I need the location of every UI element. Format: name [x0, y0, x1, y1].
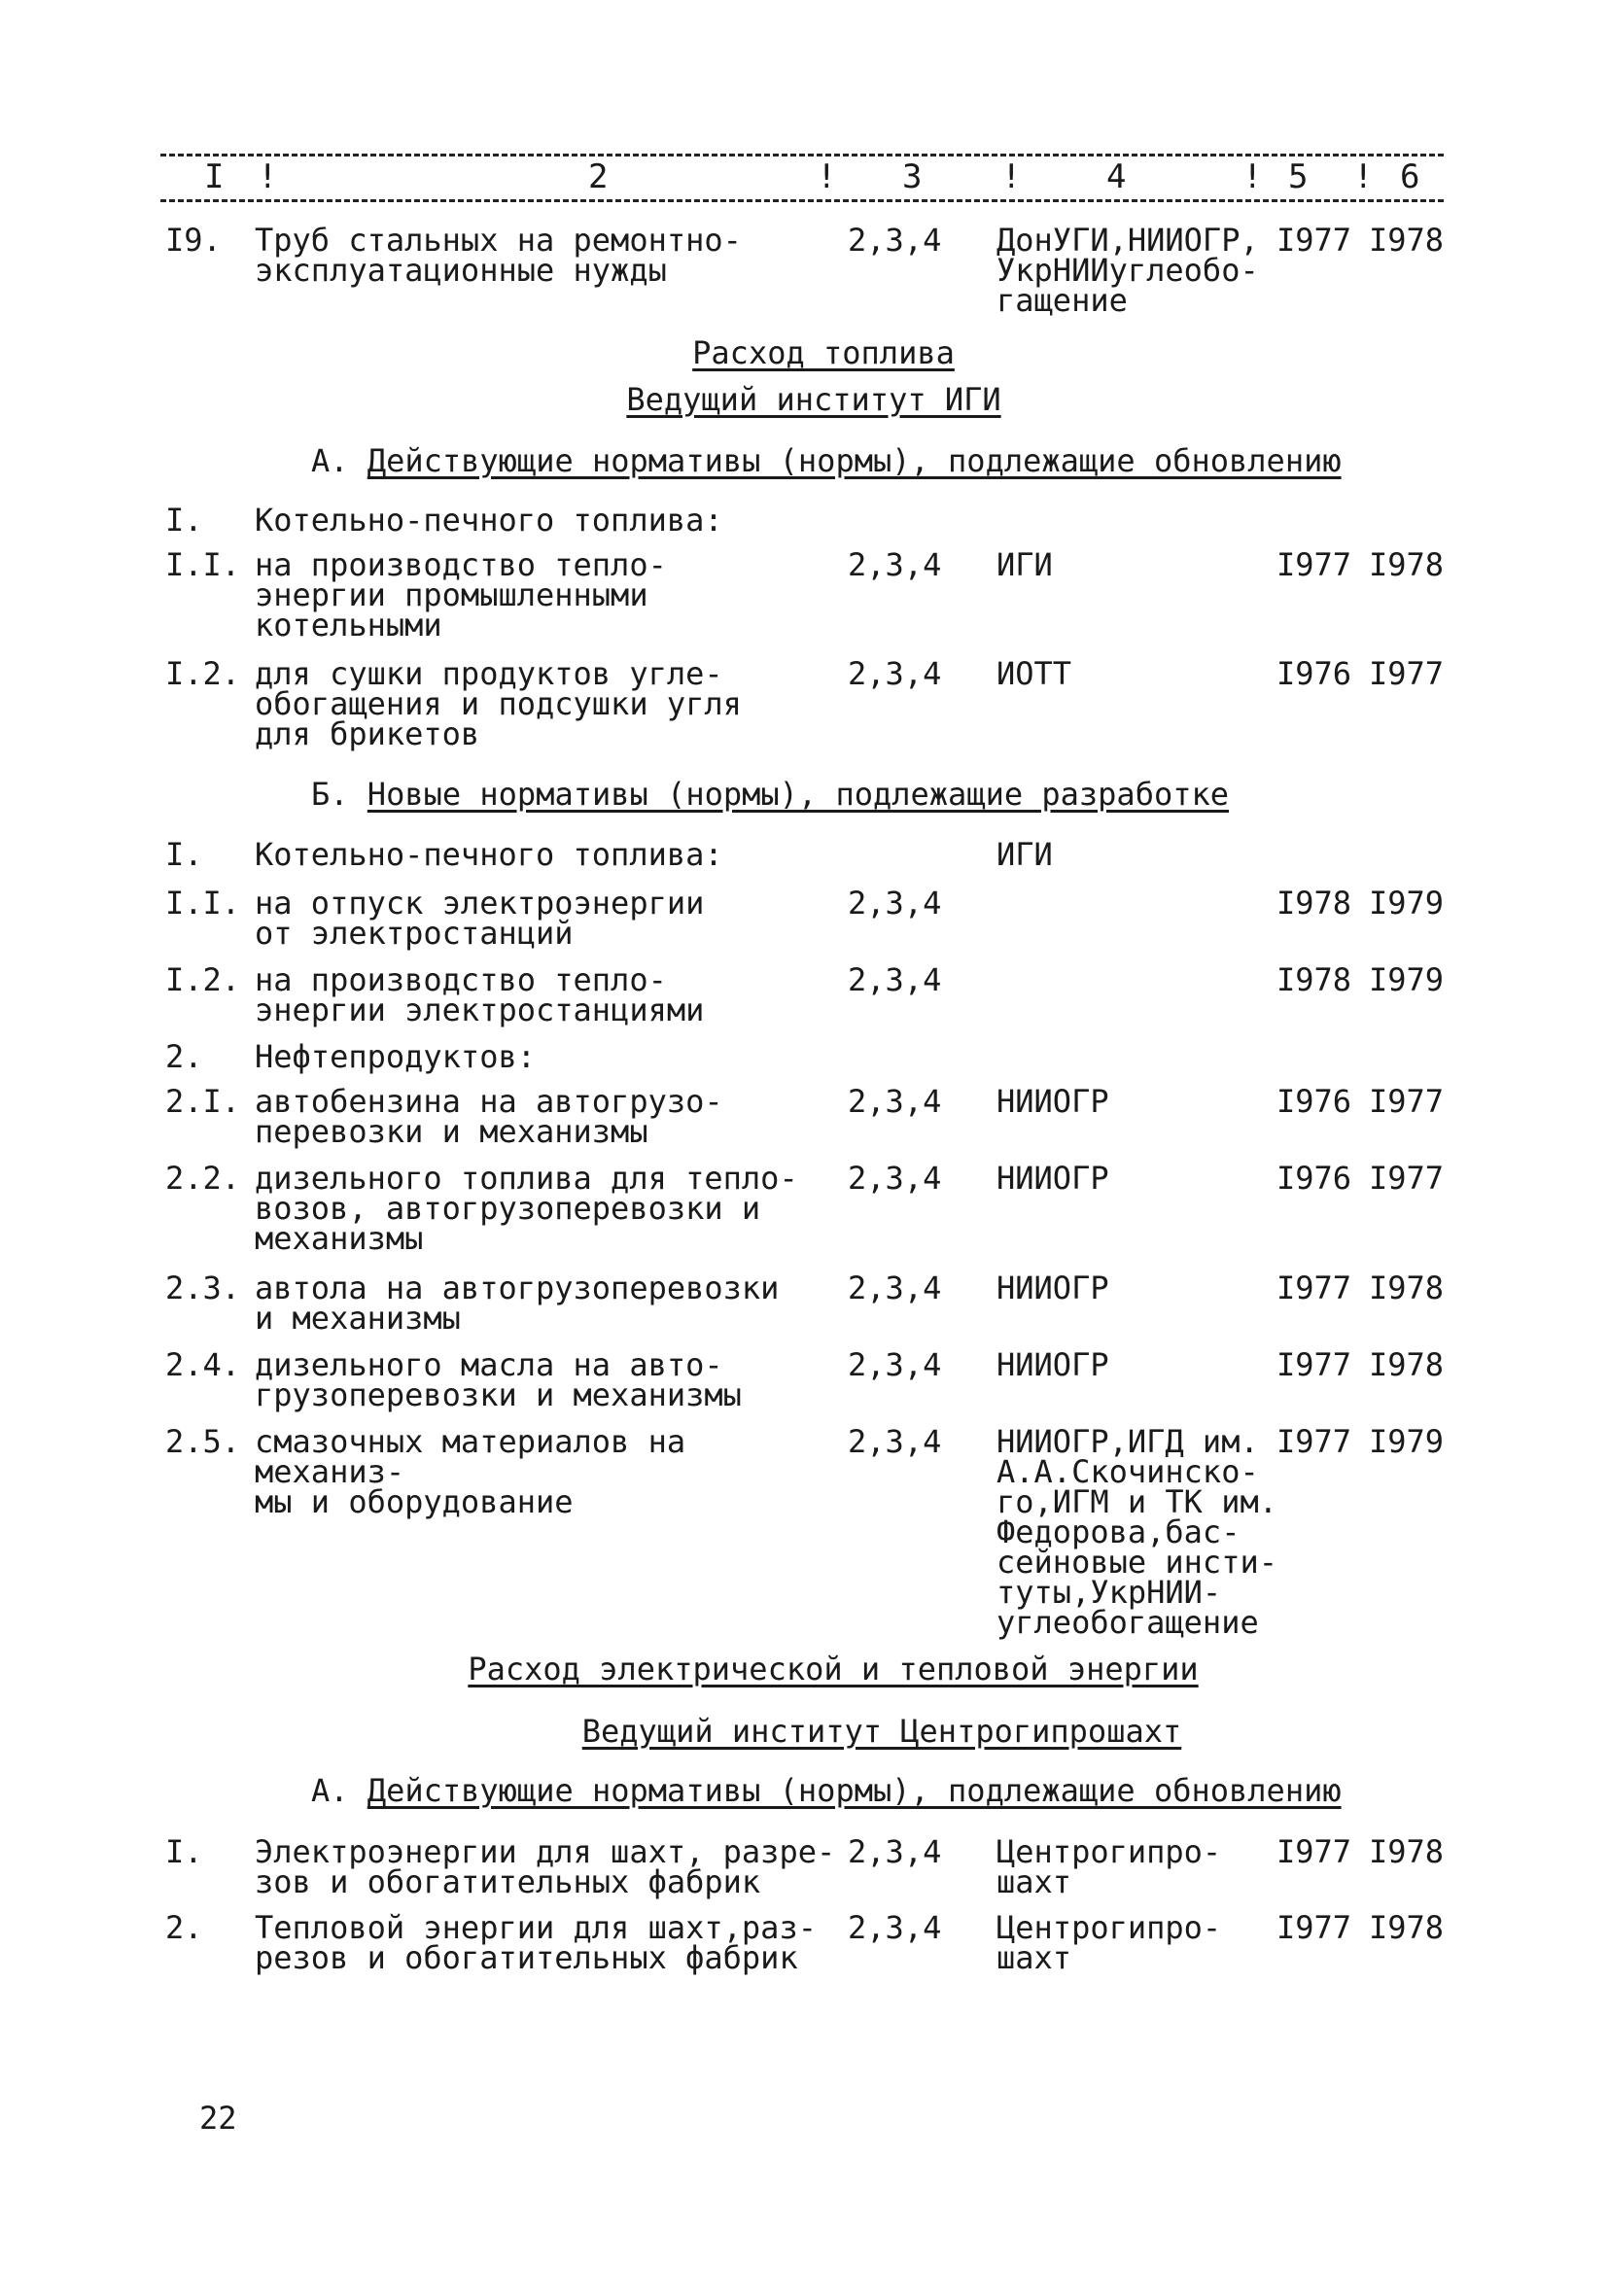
row-number: I.: [165, 502, 203, 539]
header-col-4: 4: [1106, 157, 1127, 196]
header-col-6: 6: [1400, 157, 1420, 196]
row-description: Тепловой энергии для шахт,раз- резов и обогатительных фабрик: [255, 1909, 817, 1976]
fuel-lead-institute: Ведущий институт ИГИ: [626, 381, 1001, 418]
header-col-separator: !: [1353, 157, 1374, 196]
row-category: 2,3,4: [848, 1423, 942, 1460]
row-number: I.I.: [165, 885, 241, 922]
row-year-end: I977: [1369, 1160, 1445, 1197]
page-number: 22: [199, 2100, 237, 2137]
header-top-rule: [160, 154, 1444, 157]
row-number: I.2.: [165, 655, 241, 692]
row-organization: ИОТТ: [996, 655, 1072, 692]
row-number: I.I.: [165, 546, 241, 583]
header-col-2: 2: [588, 157, 609, 196]
row-category: 2,3,4: [848, 1833, 942, 1870]
row-year-start: I977: [1276, 1909, 1352, 1946]
row-description: Труб стальных на ремонтно- эксплуатационные нужды: [255, 222, 742, 289]
energy-lead-institute: Ведущий институт Центрогипрошахт: [581, 1713, 1182, 1750]
row-number: I9.: [165, 222, 222, 259]
fuel-section-a-heading: А. Действующие нормативы (нормы), подлежащие обновлению: [311, 442, 1342, 479]
row-year-start: I977: [1276, 1833, 1352, 1870]
row-category: 2,3,4: [848, 655, 942, 692]
row-category: 2,3,4: [848, 1083, 942, 1120]
row-number: 2.: [165, 1909, 203, 1946]
row-organization: НИИОГР: [996, 1346, 1109, 1383]
energy-section-title: Расход электрической и тепловой энергии: [468, 1651, 1199, 1687]
row-year-end: I978: [1369, 1270, 1445, 1306]
row-year-end: I979: [1369, 1423, 1445, 1460]
header-bottom-rule: [160, 199, 1444, 202]
row-organization: НИИОГР: [996, 1160, 1109, 1197]
row-description: на производство тепло- энергии промышленными котельными: [255, 546, 667, 644]
row-organization: НИИОГР: [996, 1270, 1109, 1306]
row-description: для сушки продуктов угле- обогащения и подсушки угля для брикетов: [255, 655, 742, 752]
row-number: 2.4.: [165, 1346, 241, 1383]
row-year-end: I978: [1369, 546, 1445, 583]
row-year-start: I978: [1276, 885, 1352, 922]
row-number: 2.: [165, 1038, 203, 1075]
header-col-separators: !: [258, 157, 278, 196]
row-year-start: I976: [1276, 1160, 1352, 1197]
row-year-end: I978: [1369, 222, 1445, 259]
row-organization: Центрогипро- шахт: [996, 1833, 1222, 1900]
header-col-5: 5: [1288, 157, 1309, 196]
row-year-end: I978: [1369, 1833, 1445, 1870]
row-year-start: I976: [1276, 655, 1352, 692]
row-category: 2,3,4: [848, 961, 942, 998]
row-description: на производство тепло- энергии электростанциями: [255, 961, 705, 1028]
row-year-start: I977: [1276, 222, 1352, 259]
row-description: Котельно-печного топлива:: [255, 502, 723, 539]
row-year-end: I978: [1369, 1346, 1445, 1383]
row-number: 2.2.: [165, 1160, 241, 1197]
row-category: 2,3,4: [848, 546, 942, 583]
row-organization: НИИОГР,ИГД им. А.А.Скочинско- го,ИГМ и ТК им. Федорова,бас- сейновые инсти- туты,УкрНИИ- углеобогащение: [996, 1423, 1277, 1641]
row-description: дизельного масла на авто- грузоперевозки и механизмы: [255, 1346, 742, 1413]
row-category: 2,3,4: [848, 1909, 942, 1946]
row-number: I.: [165, 836, 203, 873]
row-organization: Центрогипро- шахт: [996, 1909, 1222, 1976]
row-category: 2,3,4: [848, 1346, 942, 1383]
row-organization: НИИОГР: [996, 1083, 1109, 1120]
fuel-section-title: Расход топлива: [692, 334, 955, 371]
row-category: 2,3,4: [848, 222, 942, 259]
row-number: 2.5.: [165, 1423, 241, 1460]
row-year-start: I977: [1276, 1346, 1352, 1383]
row-description: автобензина на автогрузо- перевозки и механизмы: [255, 1083, 723, 1150]
energy-section-a-heading: А. Действующие нормативы (нормы), подлежащие обновлению: [311, 1772, 1342, 1809]
row-year-start: I976: [1276, 1083, 1352, 1120]
row-number: I.2.: [165, 961, 241, 998]
row-description: Электроэнергии для шахт, разре- зов и обогатительных фабрик: [255, 1833, 836, 1900]
row-number: I.: [165, 1833, 203, 1870]
row-organization: ДонУГИ,НИИОГР, УкрНИИуглеобо- гащение: [996, 222, 1259, 319]
row-year-start: I977: [1276, 546, 1352, 583]
row-year-start: I977: [1276, 1270, 1352, 1306]
row-category: 2,3,4: [848, 1160, 942, 1197]
row-year-end: I979: [1369, 961, 1445, 998]
header-col-separator: !: [1001, 157, 1022, 196]
header-col-separator: !: [1242, 157, 1263, 196]
row-number: 2.I.: [165, 1083, 241, 1120]
row-year-end: I979: [1369, 885, 1445, 922]
row-number: 2.3.: [165, 1270, 241, 1306]
row-description: автола на автогрузоперевозки и механизмы: [255, 1270, 780, 1337]
row-year-start: I977: [1276, 1423, 1352, 1460]
row-year-end: I978: [1369, 1909, 1445, 1946]
row-organization: ИГИ: [996, 836, 1053, 873]
fuel-section-b-heading: Б. Новые нормативы (нормы), подлежащие разработке: [311, 776, 1230, 813]
row-organization: ИГИ: [996, 546, 1053, 583]
row-year-end: I977: [1369, 655, 1445, 692]
row-description: на отпуск электроэнергии от электростанций: [255, 885, 705, 952]
row-year-end: I977: [1369, 1083, 1445, 1120]
row-year-start: I978: [1276, 961, 1352, 998]
row-category: 2,3,4: [848, 885, 942, 922]
header-col-3: 3: [902, 157, 923, 196]
header-col-1: I: [204, 157, 225, 196]
row-category: 2,3,4: [848, 1270, 942, 1306]
row-description: Котельно-печного топлива:: [255, 836, 723, 873]
row-description: Нефтепродуктов:: [255, 1038, 536, 1075]
header-col-separator: !: [817, 157, 837, 196]
row-description: смазочных материалов на механиз- мы и оборудование: [255, 1423, 686, 1520]
row-description: дизельного топлива для тепло- возов, автогрузоперевозки и механизмы: [255, 1160, 798, 1257]
